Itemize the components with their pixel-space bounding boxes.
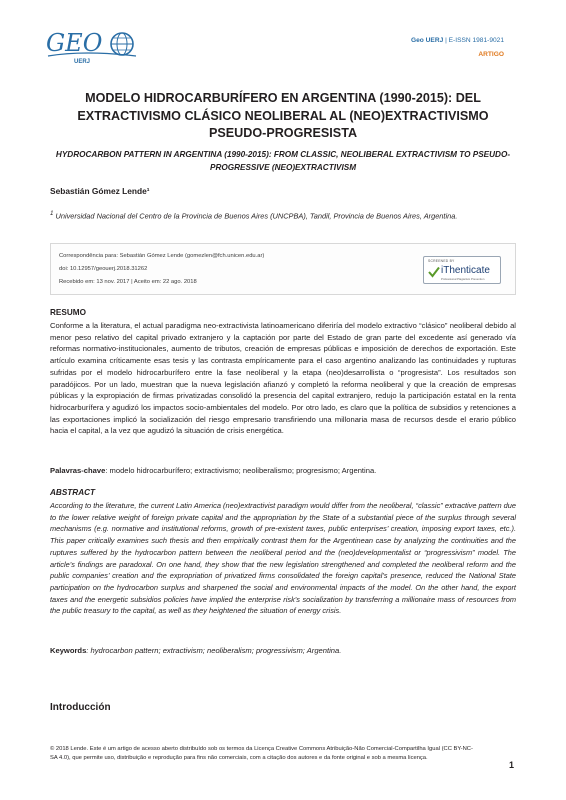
keywords-label: Keywords bbox=[50, 646, 87, 655]
article-title-english: HYDROCARBON PATTERN IN ARGENTINA (1990-2015): FROM CLASSIC, NEOLIBERAL EXTRACTIVISM TO PSEUDO-PROGRESSIVE (NEO)EXTRACTIVISM bbox=[55, 150, 511, 172]
resumo-heading: RESUMO bbox=[50, 308, 86, 317]
ithenticate-name: iThenticate bbox=[441, 265, 490, 276]
article-title: MODELO HIDROCARBURÍFERO EN ARGENTINA (1990-2015): DEL EXTRACTIVISMO CLÁSICO NEOLIBERAL AL (NEO)EXTRACTIVISMO PSEUDO-PROGRESISTA bbox=[77, 91, 489, 140]
article-type: ARTIGO bbox=[478, 51, 504, 58]
affiliation-mark: 1 bbox=[50, 210, 54, 217]
running-header bbox=[411, 34, 504, 62]
resumo-text: Conforme a la literatura, el actual paradigma neo-extractivista latinoamericano diferiría del modelo extractivo “clásico” neoliberal debido al menor peso relativo del capital privado extranjero y la captación por parte del Estado de gran parte del excedente así generado vía reformas normativo-institucionales, aumento de tributos, creación de empresas públicas e imposición de derechos de exportación. Este artículo examina críticamente esas tesis y las contrasta empíricamente para el caso argentino analizando las continuidades y rupturas sufridas por el modelo hidrocarburífero entre la fase neoliberal y la etapa (neo)desarrollista o “progresista”. Los resultados son paradójicos. Por un lado, muestran que la nueva legislación afianzó y completó la reforma neoliberal y que la creación de empresas públicas y la expropiación de firmas privatizadas consolidó la presencia del capital extranjero, redujo la participación estatal en la renta hidrocarburífera y agudizó los impactos socio-ambientales del modelo. Por otro lado, es claro que la política de subsidios y retenciones a las exportaciones implicó la socialización del riesgo empresario transfiriendo una millonaria masa de recursos desde el erario público hacia el capital, a la vez que agudizó la situación de crisis energética. bbox=[50, 321, 516, 436]
correspondence: Correspondência para: Sebastián Gómez Lende (gomezlen@fch.unicen.edu.ar) bbox=[59, 253, 265, 259]
keywords bbox=[50, 645, 516, 656]
issn-text: | E-ISSN 1981-9021 bbox=[443, 37, 504, 44]
palavras-chave-label: Palavras-chave bbox=[50, 466, 106, 475]
geo-uerj-logo bbox=[44, 26, 140, 66]
article-info-lines bbox=[59, 250, 264, 289]
author-affiliation bbox=[50, 208, 490, 223]
received-accepted-dates: Recebido em: 13 nov. 2017 | Aceito em: 22 ago. 2018 bbox=[59, 279, 197, 285]
ithenticate-check-icon bbox=[428, 266, 440, 278]
license-footer: © 2018 Lende. Este é um artigo de acesso aberto distribuído sob os termos da Licença Creative Commons Atribuição-Não Comercial-Compartilha Igual (CC BY-NC-SA 4.0), que permite uso, distribuição e reprodução para fins não comerciais, com a citação dos autores e da fonte original e sob a mesma licença. bbox=[50, 746, 473, 762]
ithenticate-badge bbox=[423, 256, 501, 284]
article-info-box bbox=[50, 243, 516, 295]
palavras-chave bbox=[50, 465, 516, 476]
abstract-text: According to the literature, the current Latin America (neo)extractivist paradigm would differ from the neoliberal, “classic” extractive pattern due to the lower relative weight of foreign private capital and the appropriation by the State of a substantial piece of the surplus through several mechanisms (e.g. normative and institutional reforms, growth of pre-existent taxes, public enterprises’ creation, imposing export taxes, etc.). This paper critically examines such thesis and then empirically contrast them for the Argentinean case by analyzing the continuities and the ruptures suffered by the hydrocarbon pattern between the neoliberal period and the (neo)developmentalist or “progressivism” model. The article’s findings are paradoxal. On one hand, they show that the new legislation strengthened and completed the neoliberal reform and the public companies’ creation and the expropriation of privatized firms consolidated the foreign capital’s presence, reduced the National State participation on the hydrocarbon surplus and sharpened the social and environmental impacts of the model. On the other hand, the export taxes and the energetic subsidios policies have implied the enterprise risk’s socialization by transferring a millionaire mass of resources from the public treasury to the capital, as well as they heightened the situation of energy crisis. bbox=[50, 501, 516, 616]
abstract-heading: ABSTRACT bbox=[50, 488, 96, 497]
logo-letters: GEO bbox=[46, 29, 103, 57]
page-number: 1 bbox=[508, 760, 514, 770]
affiliation-text: Universidad Nacional del Centro de la Provincia de Buenos Aires (UNCPBA), Tandil, Provincia de Buenos Aires, Argentina. bbox=[53, 211, 458, 221]
section-heading-introduccion: Introducción bbox=[50, 702, 111, 713]
palavras-chave-text: : modelo hidrocarburífero; extractivismo; neoliberalismo; progresismo; Argentina. bbox=[105, 466, 377, 475]
journal-name: Geo UERJ bbox=[411, 37, 444, 44]
ithenticate-tagline: Professional Plagiarism Prevention bbox=[441, 277, 485, 281]
journal-issn bbox=[411, 34, 504, 48]
keywords-text: : hydrocarbon pattern; extractivism; neoliberalism; progressivism; Argentina. bbox=[86, 646, 342, 655]
ithenticate-screened-by: SCREENED BY bbox=[428, 259, 455, 263]
logo-subtext: UERJ bbox=[74, 59, 91, 65]
doi: doi: 10.12957/geouerj.2018.31262 bbox=[59, 266, 148, 272]
author-name: Sebastián Gómez Lende¹ bbox=[50, 186, 150, 196]
